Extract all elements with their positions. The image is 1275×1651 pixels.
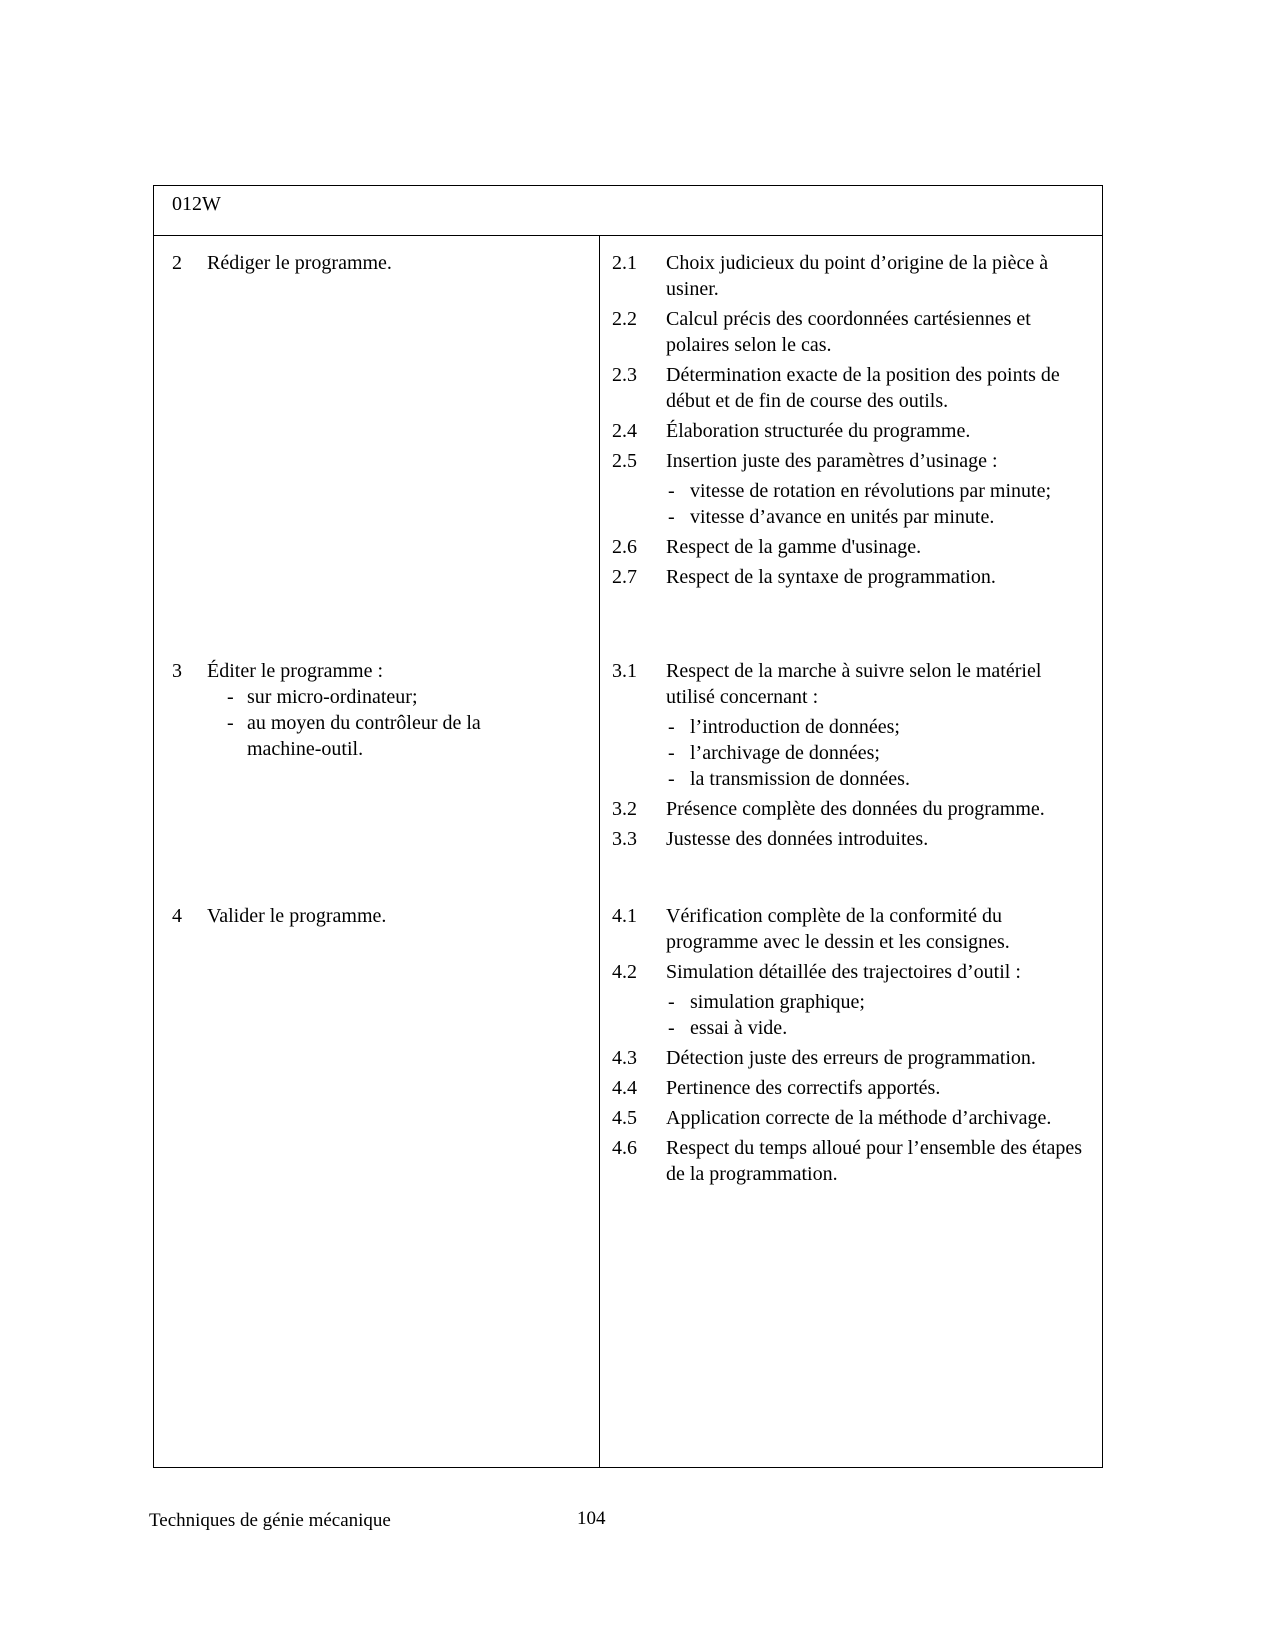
criterion-text: Détection juste des erreurs de programmation.: [666, 1047, 1036, 1069]
competency-code-row: [154, 186, 1102, 236]
criterion-4-1: [612, 903, 1082, 955]
criterion-number: 2.1: [612, 252, 637, 274]
criterion-bullets: [666, 989, 1082, 1041]
criterion-text: Respect de la marche à suivre selon le matériel utilisé concernant :: [666, 660, 1042, 708]
criterion-number: 3.2: [612, 798, 637, 820]
criterion-3-2: [612, 796, 1082, 822]
element-bullets: [227, 684, 547, 762]
criterion-bullet: - l’introduction de données;: [666, 714, 1082, 740]
criterion-text: Respect de la syntaxe de programmation.: [666, 566, 996, 588]
criterion-bullets: [666, 478, 1082, 530]
criterion-bullet: - l’archivage de données;: [666, 740, 1082, 766]
criterion-text: Justesse des données introduites.: [666, 828, 929, 850]
criterion-2-4: [612, 418, 1082, 444]
criterion-number: 4.3: [612, 1047, 637, 1069]
criterion-text: Respect du temps alloué pour l’ensemble des étapes de la programmation.: [666, 1137, 1082, 1185]
criterion-bullets: [666, 714, 1082, 792]
element-bullet: - sur micro-ordinateur;: [227, 684, 547, 710]
criterion-bullet: - vitesse de rotation en révolutions par minute;: [666, 478, 1082, 504]
criterion-2-2: [612, 306, 1082, 358]
criterion-2-3: [612, 362, 1082, 414]
criterion-number: 2.5: [612, 450, 637, 472]
criterion-2-7: [612, 564, 1082, 590]
criterion-number: 2.2: [612, 308, 637, 330]
element-number: 3: [172, 660, 182, 682]
competency-code: 012W: [172, 193, 221, 215]
criterion-number: 4.4: [612, 1077, 637, 1099]
criterion-text: Application correcte de la méthode d’archivage.: [666, 1107, 1052, 1129]
criteria-cell: [612, 250, 1082, 594]
element-title: Rédiger le programme.: [207, 252, 392, 274]
criterion-2-1: [612, 250, 1082, 302]
criterion-bullet: - essai à vide.: [666, 1015, 1082, 1041]
criterion-number: 2.3: [612, 364, 637, 386]
criterion-2-6: [612, 534, 1082, 560]
criterion-number: 2.7: [612, 566, 637, 588]
criterion-4-2: [612, 959, 1082, 1041]
criterion-2-5: [612, 448, 1082, 530]
column-divider: [599, 236, 600, 1467]
criterion-bullet: - vitesse d’avance en unités par minute.: [666, 504, 1082, 530]
criterion-4-4: [612, 1075, 1082, 1101]
element-number: 4: [172, 905, 182, 927]
criterion-number: 4.2: [612, 961, 637, 983]
criterion-text: Présence complète des données du programme.: [666, 798, 1045, 820]
criterion-4-6: [612, 1135, 1082, 1187]
criterion-number: 4.5: [612, 1107, 637, 1129]
criterion-4-3: [612, 1045, 1082, 1071]
criterion-4-5: [612, 1105, 1082, 1131]
element-bullet: - au moyen du contrôleur de la machine-outil.: [227, 710, 547, 762]
criteria-cell: [612, 658, 1082, 856]
criterion-text: Élaboration structurée du programme.: [666, 420, 971, 442]
criterion-number: 3.1: [612, 660, 637, 682]
criterion-text: Pertinence des correctifs apportés.: [666, 1077, 941, 1099]
criterion-bullet: - simulation graphique;: [666, 989, 1082, 1015]
criterion-number: 2.4: [612, 420, 637, 442]
criterion-number: 3.3: [612, 828, 637, 850]
criterion-3-1: [612, 658, 1082, 792]
footer-program-name: Techniques de génie mécanique: [149, 1510, 391, 1531]
criterion-text: Choix judicieux du point d’origine de la pièce à usiner.: [666, 252, 1049, 300]
criterion-3-3: [612, 826, 1082, 852]
criterion-number: 4.6: [612, 1137, 637, 1159]
criterion-number: 4.1: [612, 905, 637, 927]
criterion-text: Calcul précis des coordonnées cartésiennes et polaires selon le cas.: [666, 308, 1031, 356]
criterion-text: Détermination exacte de la position des points de début et de fin de course des outils.: [666, 364, 1060, 412]
criterion-bullet: - la transmission de données.: [666, 766, 1082, 792]
criterion-number: 2.6: [612, 536, 637, 558]
criterion-text: Vérification complète de la conformité du programme avec le dessin et les consignes.: [666, 905, 1010, 953]
criteria-cell: [612, 903, 1082, 1191]
footer-page-number: 104: [577, 1508, 606, 1529]
criterion-text: Respect de la gamme d'usinage.: [666, 536, 922, 558]
criterion-text: Insertion juste des paramètres d’usinage :: [666, 450, 998, 472]
element-number: 2: [172, 252, 182, 274]
element-title: Éditer le programme :: [207, 660, 384, 682]
element-title: Valider le programme.: [207, 905, 387, 927]
criterion-text: Simulation détaillée des trajectoires d’outil :: [666, 961, 1021, 983]
competency-table: [153, 185, 1103, 1468]
